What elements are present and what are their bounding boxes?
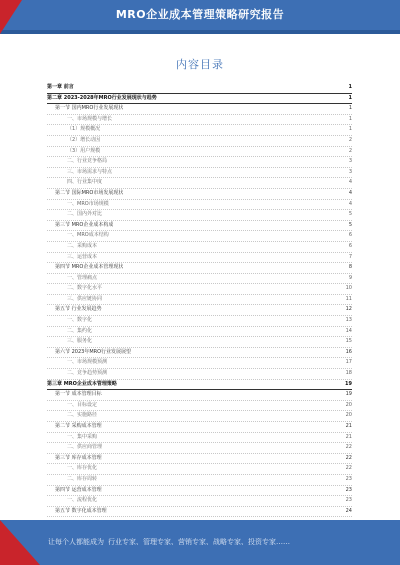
toc-entry-label: 一、市场规模与增长	[67, 115, 113, 122]
toc-entry-label: 第二节 采购成本管理	[55, 423, 102, 429]
toc-entry[interactable]	[47, 104, 352, 115]
toc-entry-page: 21	[345, 423, 352, 429]
toc-entry[interactable]	[47, 221, 352, 232]
toc-entry-page: 13	[345, 317, 352, 324]
toc-entry-label: 二、采购成本	[67, 242, 98, 249]
toc-entry-label: 一、MRO市场规模	[67, 200, 109, 207]
toc-entry[interactable]	[47, 464, 352, 475]
toc-entry[interactable]	[47, 486, 352, 497]
toc-entry-page: 5	[348, 211, 352, 218]
toc-entry-page: 6	[348, 242, 352, 249]
toc-entry-label: （2）增长动因	[67, 136, 101, 143]
toc-entry[interactable]	[47, 200, 352, 211]
toc-entry[interactable]	[47, 242, 352, 253]
toc-entry[interactable]	[47, 189, 352, 200]
toc-entry-label: 第四节 MRO企业成本管理现状	[55, 264, 124, 271]
toc-entry[interactable]	[47, 284, 352, 295]
toc-entry-page: 1	[348, 105, 352, 112]
toc-entry[interactable]	[47, 337, 352, 348]
toc-entry[interactable]	[47, 496, 352, 507]
toc-entry-page: 10	[345, 285, 352, 292]
toc-entry-page: 19	[345, 391, 352, 398]
toc-entry[interactable]	[47, 274, 352, 285]
toc-entry[interactable]	[47, 348, 352, 359]
toc-entry-label: 一、数字化	[67, 317, 93, 324]
toc-entry-label: （1）规模概况	[67, 126, 101, 133]
toc-entry-label: 三、服务化	[67, 338, 93, 345]
toc-entry-page: 20	[345, 412, 352, 419]
toc-entry-page: 4	[348, 200, 352, 207]
toc-entry-label: 二、数字化水平	[67, 285, 103, 292]
toc-entry-page: 24	[345, 507, 352, 514]
toc-entry-page: 17	[345, 359, 352, 366]
toc-entry-label: 第四节 运营成本管理	[55, 486, 102, 493]
table-of-contents	[47, 83, 352, 517]
toc-entry[interactable]	[47, 115, 352, 126]
toc-entry-label: 二、库存周转	[67, 475, 98, 482]
toc-entry[interactable]	[47, 422, 352, 433]
toc-entry-page: 12	[345, 306, 352, 313]
toc-entry-label: 一、MRO成本结构	[67, 232, 109, 239]
toc-entry[interactable]	[47, 125, 352, 136]
toc-entry[interactable]	[47, 136, 352, 147]
toc-entry-page: 11	[345, 295, 352, 302]
toc-entry-page: 7	[348, 253, 352, 260]
footer-corner-accent	[0, 520, 40, 565]
toc-entry-page: 22	[345, 465, 352, 472]
toc-entry-label: 四、行业集中度	[67, 179, 103, 186]
footer-slogan: 行业专家、管理专家、营销专家、战略专家、投资专家……	[108, 538, 290, 546]
toc-entry-label: 二、国内外对比	[67, 211, 103, 218]
toc-entry[interactable]	[47, 231, 352, 242]
toc-entry-label: 二、竞争趋势预测	[67, 370, 108, 377]
toc-entry-page: 21	[345, 433, 352, 440]
toc-entry[interactable]	[47, 316, 352, 327]
toc-entry-label: 一、流程优化	[67, 497, 98, 504]
toc-entry-label: 第三节 库存成本管理	[55, 454, 102, 461]
toc-entry-label: 第二节 国际MRO市场发展现状	[55, 189, 124, 196]
toc-entry-label: 第一节 成本管理目标	[55, 391, 102, 398]
toc-entry-page: 3	[348, 158, 352, 165]
footer-brand: 让每个人都能成为	[48, 538, 104, 546]
toc-entry-page: 1	[348, 84, 352, 90]
toc-entry-page: 23	[345, 475, 352, 482]
toc-entry-page: 23	[345, 497, 352, 504]
toc-entry[interactable]	[47, 454, 352, 465]
toc-entry-label: 第五节 数字化成本管理	[55, 507, 107, 514]
toc-entry[interactable]	[47, 411, 352, 422]
toc-entry[interactable]	[47, 83, 352, 94]
toc-entry-page: 16	[345, 348, 352, 355]
toc-entry-label: 二、供应商管理	[67, 444, 103, 451]
toc-entry-label: 三、供应链协同	[67, 295, 103, 302]
toc-entry-label: 一、库存优化	[67, 465, 98, 472]
toc-entry[interactable]	[47, 475, 352, 486]
toc-entry-page: 1	[348, 126, 352, 133]
toc-entry-page: 2	[348, 136, 352, 143]
toc-entry[interactable]	[47, 443, 352, 454]
toc-entry-page: 14	[345, 327, 352, 334]
toc-entry-page: 20	[345, 401, 352, 408]
toc-entry-page: 2	[348, 147, 352, 154]
toc-entry-label: 二、实施路径	[67, 412, 98, 419]
toc-entry[interactable]	[47, 168, 352, 179]
toc-entry[interactable]	[47, 210, 352, 221]
toc-entry-label: 第三章 MRO企业成本管理策略	[47, 380, 117, 387]
toc-entry-page: 22	[345, 454, 352, 461]
toc-entry-page: 6	[348, 232, 352, 239]
toc-entry-page: 3	[348, 168, 352, 175]
toc-entry-label: 三、市场需求与特点	[67, 168, 113, 175]
report-title: MRO企业成本管理策略研究报告	[115, 8, 285, 21]
toc-entry[interactable]	[47, 94, 352, 105]
toc-entry[interactable]	[47, 380, 352, 391]
toc-entry-label: 一、管理痛点	[67, 274, 98, 281]
toc-entry-label: 第一节 国内MRO行业发展现状	[55, 105, 124, 112]
toc-entry-page: 15	[345, 338, 352, 345]
toc-entry[interactable]	[47, 507, 352, 518]
toc-entry[interactable]	[47, 147, 352, 158]
toc-entry[interactable]	[47, 178, 352, 189]
toc-entry[interactable]	[47, 295, 352, 306]
toc-entry-label: 一、集中采购	[67, 433, 98, 440]
toc-entry-page: 9	[348, 274, 352, 281]
toc-entry-page: 5	[348, 221, 352, 228]
toc-entry-page: 18	[345, 370, 352, 377]
toc-entry-page: 22	[345, 444, 352, 451]
toc-entry[interactable]	[47, 157, 352, 168]
toc-entry-label: （3）用户规模	[67, 147, 101, 154]
toc-entry-label: 第二章 2023-2028年MRO行业发展现状与趋势	[47, 94, 157, 101]
toc-entry[interactable]	[47, 401, 352, 412]
header-bar	[0, 0, 400, 34]
toc-entry-label: 一、市场规模预测	[67, 359, 108, 366]
toc-entry[interactable]	[47, 263, 352, 274]
toc-entry-page: 1	[348, 115, 352, 122]
toc-entry-label: 二、行业竞争格局	[67, 158, 108, 165]
toc-entry[interactable]	[47, 369, 352, 380]
toc-entry-page: 4	[348, 189, 352, 196]
footer-text	[48, 520, 290, 565]
toc-entry-label: 一、目标设定	[67, 401, 98, 408]
toc-entry-page: 19	[345, 380, 352, 387]
toc-entry-label: 第三节 MRO企业成本构成	[55, 221, 114, 228]
toc-entry-label: 二、集约化	[67, 327, 93, 334]
toc-entry[interactable]	[47, 390, 352, 401]
header-band	[0, 30, 400, 34]
toc-entry-page: 8	[348, 264, 352, 271]
toc-entry-page: 1	[348, 94, 352, 101]
toc-entry-label: 第一章 前言	[47, 84, 74, 90]
toc-entry[interactable]	[47, 433, 352, 444]
toc-entry-label: 第五节 行业发展趋势	[55, 306, 102, 313]
toc-heading: 内容目录	[176, 58, 224, 71]
toc-entry[interactable]	[47, 305, 352, 316]
footer-bar	[0, 520, 400, 565]
toc-entry-page: 4	[348, 179, 352, 186]
toc-entry[interactable]	[47, 358, 352, 369]
toc-entry[interactable]	[47, 253, 352, 264]
toc-entry[interactable]	[47, 327, 352, 338]
toc-entry-label: 第六节 2023年MRO行业发展展望	[55, 348, 132, 355]
toc-entry-label: 三、运营成本	[67, 253, 98, 260]
toc-entry-page: 23	[345, 486, 352, 493]
